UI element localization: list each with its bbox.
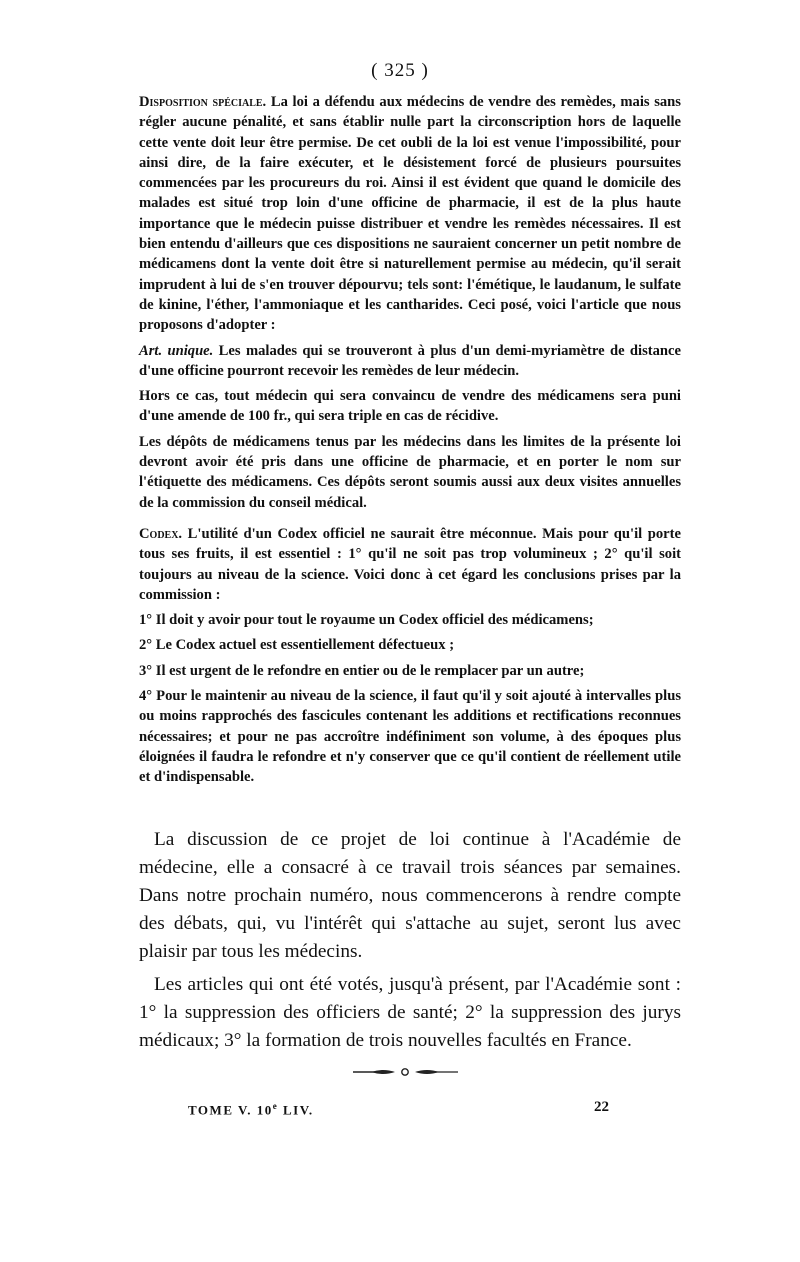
signature-mark: [188, 1101, 314, 1118]
page-number: ( 325 ): [371, 60, 429, 81]
main-text-block: [139, 92, 681, 788]
ornament-divider: [353, 1066, 458, 1078]
depots-paragraph: Les dépôts de médicamens tenus par les médecins dans les limites de la présente loi devront avoir été pris dans une officine de pharmacie, et en porter le nom sur l'étiquette des médicamens. Ces dépôts seront soumis aussi aux deux visites annuelles de la commission du conseil médical.: [139, 433, 681, 511]
signature-prefix: TOME V. 10: [188, 1102, 273, 1118]
conclusion-item-2: 2° Le Codex actuel est essentiellement défectueux ;: [139, 637, 455, 654]
votes-paragraph: Les articles qui ont été votés, jusqu'à présent, par l'Académie sont : 1° la suppression des officiers de santé; 2° la suppression des jurys médicaux; 3° la formation de trois nouvelles facultés en France.: [139, 974, 681, 1051]
conclusion-item-4: 4° Pour le maintenir au niveau de la science, il faut qu'il y soit ajouté à intervalles plus ou moins rapprochés des fascicules contenant les additions et rectifications reconnues nécessaires; et pour ne pas accroître indéfiniment son volume, à des époques plus éloignées il faudra le refondre et n'y conserver que ce qu'il contient de réellement utile et d'indispensable.: [139, 688, 681, 786]
codex-paragraph: [139, 524, 681, 605]
news-block: [139, 826, 681, 1055]
codex-heading: Codex.: [139, 525, 183, 542]
discussion-paragraph: La discussion de ce projet de loi continue à l'Académie de médecine, elle a consacré à ce travail trois séances par semaines. Dans notre prochain numéro, nous commencerons à rendre compte des débats, qui, vu l'intérêt qui s'attache au sujet, seront lus avec plaisir par tous les médecins.: [139, 829, 681, 962]
article-paragraph: [139, 341, 681, 382]
disposition-heading: Disposition spéciale.: [139, 94, 267, 110]
disposition-paragraph: [139, 92, 681, 336]
article-label: Art. unique.: [139, 342, 214, 359]
folio-number: 22: [594, 1099, 609, 1115]
disposition-text: La loi a défendu aux médecins de vendre des remèdes, mais sans régler aucune pénalité, et sans établir nulle part la circonscription hors de laquelle cette vente doit leur être permise. De cet oubli de la loi est venue l'impossibilité, pour ainsi dire, de la faire exécuter, et le désistement forcé de plusieurs poursuites commencées par les procureurs du roi. Ainsi il est évident que quand le domicile des malades est situé trop loin d'une officine de pharmacie, il est de la plus haute importance que le médecin puisse distribuer et vendre les remèdes nécessaires. Il est bien entendu d'ailleurs que ces dispositions ne sauraient concerner un petit nombre de médicamens dont la vente doit être si naturellement permise au médecin, qu'il serait imprudent à lui de s'en trouver dépourvu; tels sont: l'émétique, le laudanum, le sulfate de kinine, l'éther, l'ammoniaque et les cantharides. Ceci posé, voici l'article que nous proposons d'adopter :: [139, 94, 681, 334]
conclusion-item-3: 3° Il est urgent de le refondre en entier ou de le remplacer par un autre;: [139, 662, 585, 679]
signature-suffix: LIV.: [278, 1102, 314, 1118]
penalty-paragraph: Hors ce cas, tout médecin qui sera convaincu de vendre des médicamens sera puni d'une amende de 100 fr., qui sera triple en cas de récidive.: [139, 388, 681, 425]
conclusion-item-1: 1° Il doit y avoir pour tout le royaume un Codex officiel des médicamens;: [139, 612, 594, 629]
signature-superscript: e: [272, 1101, 279, 1111]
article-text: Les malades qui se trouveront à plus d'un demi-myriamètre de distance d'une officine pourront recevoir les remèdes de leur médecin.: [139, 342, 681, 379]
codex-text: L'utilité d'un Codex officiel ne saurait être méconnue. Mais pour qu'il porte tous ses fruits, il est essentiel : 1° qu'il ne soit pas trop volumineux ; 2° qu'il soit toujours au niveau de la science. Voici donc à cet égard les conclusions prises par la commission :: [139, 525, 681, 603]
